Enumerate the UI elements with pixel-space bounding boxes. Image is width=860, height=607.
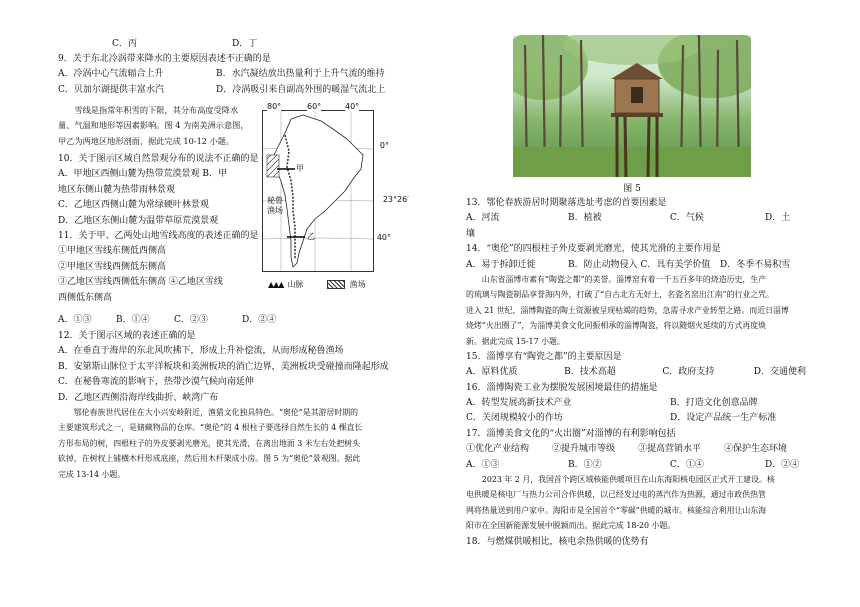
place-label-jia: 甲 bbox=[296, 164, 304, 173]
photo-caption: 图 5 bbox=[623, 184, 641, 194]
q9-stem: 9．关于东北冷涡带来降水的主要原因表述不正确的是 bbox=[58, 54, 271, 64]
q15-stem: 15．淄博享有“陶瓷之都”的主要原因是 bbox=[466, 351, 622, 362]
q13-option-d: D．土 bbox=[765, 213, 791, 224]
oroqen-para-4: 砍掉，在树杈上铺橫木杆形成底座，然后用木杆架成小房。图 5 为“奥伦”景观图。据此 bbox=[58, 454, 361, 464]
intro-line-3: 甲乙为两地区地形剖面，据此完成 10-12 小题。 bbox=[58, 135, 235, 146]
q12-option-a: A．在垂直于海岸的东北风吹拂下，形成上升补偿流，从而形成秘鲁渔场 bbox=[58, 346, 344, 357]
q8-options bbox=[112, 37, 257, 52]
q11-options bbox=[58, 313, 276, 328]
q9-option-b: B．水汽凝结放出热量利于上升气流的维持 bbox=[216, 69, 385, 80]
q12-stem: 12．关于图示区域的表述正确的是 bbox=[58, 331, 196, 341]
q16-option-c: C．关闭规模较小的作坊 bbox=[466, 413, 563, 424]
legend-mountain: 山脉 bbox=[287, 280, 304, 289]
q9-options-row1 bbox=[58, 67, 453, 82]
q16-option-b: B．打造文化创意品牌 bbox=[670, 398, 758, 409]
q9-option-a: A．冷涡中心气流辐合上升 bbox=[58, 69, 164, 80]
q11-option-b: B．①④ bbox=[116, 315, 150, 325]
q14-options bbox=[466, 258, 806, 273]
q11-line-1: ①甲地区雪线东侧低西侧高 bbox=[58, 246, 167, 257]
mountain-symbol-icon: ▲▲▲ bbox=[268, 280, 284, 289]
map-legend bbox=[268, 279, 365, 290]
lon-label-60: 60° bbox=[307, 102, 322, 111]
q17-stem: 17．淄博美食文化的“火出圈”对淄博的有利影响包括 bbox=[466, 428, 676, 439]
q16-option-a: A．转型发展高新技术产业 bbox=[466, 398, 572, 409]
q15-option-d: D．交通便利 bbox=[753, 367, 806, 378]
q14-option-a: A．易于拆卸迁徙 bbox=[466, 259, 536, 270]
q12-option-c: C．在秘鲁寒流的影响下，热带沙漠气候向南延伸 bbox=[58, 377, 254, 388]
q11-option-d: D．②④ bbox=[242, 315, 277, 325]
q8-option-c: C．丙 bbox=[112, 39, 137, 49]
q16-stem: 16．淄博陶瓷工业为摆脱发展困境最佳的措施是 bbox=[466, 382, 658, 393]
intro-line-1: 雪线是指常年积雪的下限，其分布高度受降水 bbox=[74, 105, 239, 115]
nuclear-para-4: 阳市在全国新能源发展中脱颖而出。据此完成 18-20 小题。 bbox=[466, 521, 676, 531]
q10-line-1: A．甲地区西侧山麓为热带荒漠景观 B．甲 bbox=[58, 169, 227, 180]
oroqen-para-5: 完成 13-14 小题。 bbox=[58, 469, 126, 479]
lon-label-80: 80° bbox=[267, 102, 282, 111]
fishery-symbol-icon bbox=[327, 280, 345, 289]
q12-option-b: B．安第斯山脉位于太平洋板块和美洲板块的消亡边界，美洲板块受碰撞而隆起形成 bbox=[58, 361, 389, 372]
q10-line-2: 地区东侧山麓为热带雨林景观 bbox=[58, 184, 176, 195]
q14-stem: 14．“奥伦”的四根柱子外皮要剥光磨光，使其光滑的主要作用是 bbox=[466, 244, 721, 255]
legend-fishery: 渔场 bbox=[349, 280, 366, 289]
lat-label-0: 0° bbox=[379, 141, 389, 150]
nuclear-para-3: 网将热量送到用户家中。海阳市是全国首个“零碳”供暖的城市。核能综合利用让山东海 bbox=[466, 505, 767, 515]
q13-option-b: B．植被 bbox=[568, 213, 602, 224]
place-label-yi: 乙 bbox=[307, 232, 315, 241]
q10-line-4: D．乙地区东侧山麓为温带草原荒漠景观 bbox=[58, 215, 219, 226]
q11-option-a: A．①③ bbox=[58, 315, 92, 325]
map-svg bbox=[263, 111, 373, 271]
place-label-fishery: 渔场 bbox=[267, 206, 283, 215]
q17-option-d: D．②④ bbox=[765, 459, 800, 470]
q14-option-bc: B．防止动物侵入 C．具有美学价值 bbox=[568, 259, 711, 270]
q13-option-d-cont: 壤 bbox=[466, 228, 476, 239]
q11-line-3: ③乙地区雪线西侧低东侧高 ④乙地区雪线 bbox=[58, 277, 223, 288]
q17-item-2: ②提升城市等级 bbox=[552, 444, 616, 455]
q13-option-c: C．气候 bbox=[670, 213, 704, 224]
zibo-para-4: 烧烤“火出圈了”，为淄博美食文化同振相承的淄博陶瓷，将以随烟火延续的方式再度焕 bbox=[466, 321, 767, 331]
oroqen-para-3: 方形布局的树，四根柱子的外皮要剥光磨光，使其光滑，在离出地面 3 米左右处把树头 bbox=[58, 438, 360, 448]
zibo-para-5: 新。据此完成 15-17 小题。 bbox=[466, 336, 565, 346]
q15-option-b: B．技术高超 bbox=[564, 367, 616, 378]
q17-options bbox=[466, 458, 806, 473]
zibo-para-2: 的琉璃与陶瓷制品享誉海内外，打破了“自古北方无好土，名瓷名窑出江南”的行业之咒。 bbox=[466, 290, 774, 300]
q10-line-3: C．乙地区西侧山麓为常绿硬叶林景观 bbox=[58, 200, 209, 211]
q16-options-row1 bbox=[466, 396, 806, 411]
q11-stem: 11．关于甲、乙两处山地雪线高度的表述正确的是 bbox=[58, 230, 258, 241]
nuclear-para-1: 2023 年 2 月，我国首个跨区域核能供暖项目在山东海阳核电园区正式开工建设。核 bbox=[481, 475, 775, 485]
q17-item-4: ④保护生态环境 bbox=[724, 444, 788, 455]
lat-label-40: 40° bbox=[376, 233, 391, 242]
q10-stem: 10．关于图示区域自然景观分布的说法不正确的是 bbox=[58, 154, 258, 164]
south-america-map bbox=[262, 102, 409, 272]
q15-option-a: A．原料优质 bbox=[466, 367, 518, 378]
q13-option-a: A．河流 bbox=[466, 213, 500, 224]
q17-items bbox=[466, 442, 806, 457]
q12-option-d: D．乙地区西侧沿海岸线曲折、峡湾广布 bbox=[58, 392, 219, 403]
q18-stem: 18．与燃煤供暖相比，核电余热供暖的优势有 bbox=[466, 536, 649, 547]
q9-option-d: D．冷涡吸引来自副高外围的暖湿气流北上 bbox=[216, 84, 386, 95]
lon-label-40: 40° bbox=[345, 102, 360, 111]
q13-options bbox=[466, 211, 806, 226]
right-column bbox=[466, 196, 806, 550]
q11-option-c: C．②③ bbox=[174, 315, 208, 325]
zibo-para-3: 进入 21 世纪，淄博陶瓷的陶土资源被呈现枯竭的趋势，急需寻求产业转型之路。而近日淄博 bbox=[466, 305, 789, 315]
oroqen-photo bbox=[513, 35, 751, 177]
q17-option-b: B．①② bbox=[568, 459, 602, 470]
q16-option-d: D．设定产品统一生产标准 bbox=[670, 413, 777, 424]
lat-label-tropic: 23°26′ bbox=[382, 195, 409, 204]
q15-options bbox=[466, 365, 806, 380]
q11-line-2: ②甲地区雪线西侧低东侧高 bbox=[58, 261, 167, 272]
zibo-para-1: 山东省淄博市素有“陶瓷之都”的美誉。淄博窑有着一千五百多年的烧造历史，生产 bbox=[481, 274, 767, 284]
nuclear-para-2: 电供暖是核电厂与热力公司合作供暖，以已经发过电的蒸汽作为热源，通过市政供热管 bbox=[466, 490, 766, 500]
q17-option-c: C．①④ bbox=[670, 459, 704, 470]
q9-option-c: C．贝加尔湖提供丰富水汽 bbox=[58, 84, 164, 95]
q11-line-4: 西侧低东侧高 bbox=[58, 292, 113, 303]
intro-line-2: 量、气温和地形等因素影响。图 4 为南美洲示意图， bbox=[58, 120, 249, 131]
q14-option-d: D．冬季不易积雪 bbox=[720, 259, 791, 270]
q9-options-row2 bbox=[58, 83, 453, 98]
q16-options-row2 bbox=[466, 411, 806, 426]
q8-option-d: D．丁 bbox=[232, 39, 258, 49]
oroqen-para-2: 主要建筑形式之一，是储藏物品的仓库。“奥伦”的 4 根柱子要选择自然生长的 4 棵直长 bbox=[58, 423, 363, 433]
photo-svg bbox=[513, 35, 751, 177]
q17-item-1: ①优化产业结构 bbox=[466, 444, 530, 455]
q13-stem: 13．鄂伦春族游居时期聚落选址考虑的首要因素是 bbox=[466, 198, 667, 208]
q17-option-a: A．①③ bbox=[466, 459, 500, 470]
q17-item-3: ③提高营销水平 bbox=[638, 444, 702, 455]
q15-option-c: C．政府支持 bbox=[662, 367, 715, 378]
place-label-peru: 秘鲁 bbox=[267, 196, 283, 205]
oroqen-para-1: 鄂伦春族世代居住在大小兴安岭附近，渔猎文化独具特色。“奥伦”是其游居时期的 bbox=[73, 408, 359, 417]
